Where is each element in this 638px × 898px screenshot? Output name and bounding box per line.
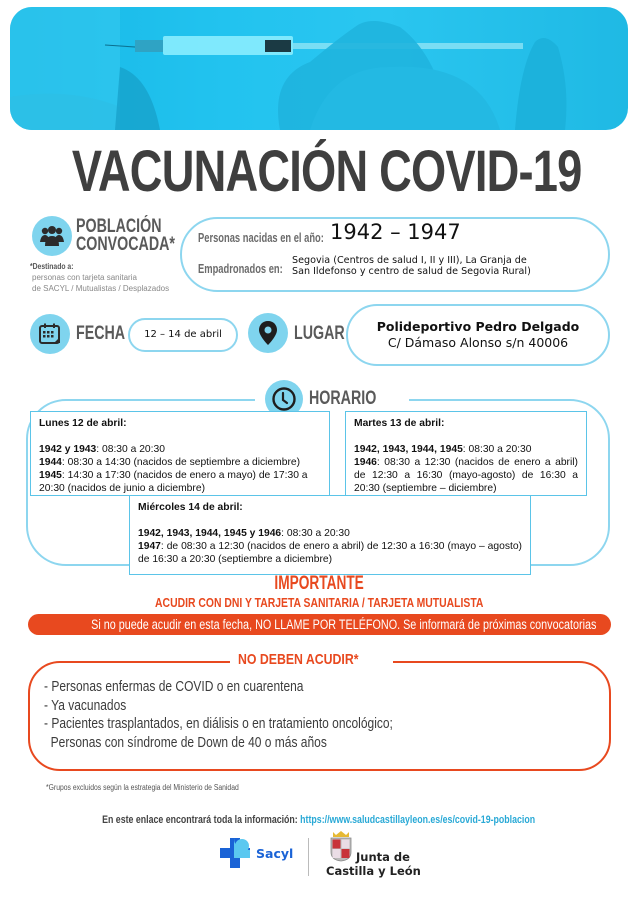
importante-subtitle: [0, 594, 638, 612]
schedule-years: 1944: [39, 457, 62, 468]
fecha-value: 12 – 14 de abril: [144, 329, 222, 340]
schedule-day-title: Martes 13 de abril:: [354, 418, 445, 429]
fecha-value-pill: [128, 318, 238, 352]
lugar-address: C/ Dámaso Alonso s/n 40006: [387, 335, 569, 350]
schedule-years: 1945: [39, 470, 62, 481]
info-link-line: [0, 810, 638, 828]
poblacion-heading-line2: CONVOCADA*: [76, 234, 175, 255]
no-deben-acudir-list: [44, 678, 480, 752]
syringe-injection-image: [10, 7, 628, 130]
schedule-years: 1942, 1943, 1944, 1945: [354, 444, 463, 455]
page-bottom-shade: [0, 868, 638, 898]
lugar-value-pill: [346, 304, 610, 366]
schedule-hours: : 08:30 a 20:30: [96, 444, 165, 455]
empadronados-label: Empadronados en:: [198, 261, 283, 276]
schedule-hours: : 14:30 a 17:30 (nacidos de enero a mayo) de 17:30 a 20:30 (nacidos de junio a diciembre): [39, 470, 308, 494]
empadronados-line1: Segovia (Centros de salud I, II y III), La Granja de: [292, 255, 527, 266]
schedule-years: 1942 y 1943: [39, 444, 97, 455]
importante-warning-text: Si no puede acudir en esta fecha, NO LLAME POR TELÉFONO. Se informará de próximas convocatorias: [91, 617, 597, 632]
page-title: [0, 138, 638, 205]
list-item: - Personas enfermas de COVID o en cuarentena: [44, 678, 304, 695]
destinado-note: [30, 261, 169, 294]
calendar-icon-circle: [30, 314, 70, 354]
no-deben-acudir-heading-text: NO DEBEN ACUDIR*: [238, 651, 359, 668]
schedule-day-title: Miércoles 14 de abril:: [138, 502, 243, 513]
schedule-years: 1946: [354, 457, 377, 468]
no-deben-acudir-heading: [230, 651, 393, 669]
nacidos-value: 1942 – 1947: [330, 220, 461, 244]
schedule-card-miercoles: [129, 495, 531, 575]
junta-coat-of-arms-icon: [328, 830, 354, 867]
info-link[interactable]: https://www.saludcastillayleon.es/es/covid-19-poblacion: [300, 814, 536, 826]
map-pin-icon-circle: [248, 313, 288, 353]
schedule-years: 1942, 1943, 1944, 1945 y 1946: [138, 528, 282, 539]
people-group-icon-circle: [32, 216, 72, 256]
destinado-line2: de SACYL / Mutualistas / Desplazados: [32, 284, 170, 293]
info-link-label: En este enlace encontrará toda la información:: [102, 814, 299, 826]
nacidos-label: Personas nacidas en el año:: [198, 230, 324, 245]
schedule-hours: : 08:30 a 14:30 (nacidos de septiembre a diciembre): [61, 457, 301, 468]
calendar-icon: [38, 322, 62, 346]
sacyl-logo-text: Sacyl: [256, 846, 294, 861]
junta-logo-line2: Castilla y León: [326, 864, 421, 878]
importante-title: [0, 573, 638, 595]
poblacion-heading-line1: POBLACIÓN: [76, 216, 162, 237]
importante-subtitle-text: ACUDIR CON DNI Y TARJETA SANITARIA / TARJETA MUTUALISTA: [154, 595, 484, 610]
importante-title-text: IMPORTANTE: [274, 573, 364, 594]
schedule-years: 1947: [138, 541, 161, 552]
list-item: - Ya vacunados: [44, 696, 127, 714]
fecha-heading-text: FECHA: [76, 323, 126, 344]
logo-divider: [308, 838, 309, 876]
importante-warning-banner: [28, 614, 611, 635]
lugar-name: Polideportivo Pedro Delgado: [376, 319, 580, 334]
footnote: [46, 777, 273, 795]
page-title-text: VACUNACIÓN COVID-19: [71, 139, 582, 204]
schedule-hours: : 08:30 a 20:30: [281, 528, 350, 539]
footnote-text: *Grupos excluidos según la estrategia del Ministerio de Sanidad: [46, 783, 239, 792]
lugar-heading-text: LUGAR: [294, 323, 345, 344]
horario-heading-text: HORARIO: [309, 388, 377, 409]
list-item: Personas con síndrome de Down de 40 o más años: [44, 733, 327, 751]
clock-icon: [271, 386, 297, 412]
destinado-line1: personas con tarjeta sanitaria: [32, 273, 137, 282]
schedule-hours: : 08:30 a 20:30: [462, 444, 532, 455]
sacyl-logo-icon: [220, 838, 250, 868]
schedule-hours: : 08:30 a 12:30 (nacidos de enero a abril) de 12:30 a 16:30 (mayo-agosto) de 16:30 a 20:30 (septiembre – diciembre): [354, 457, 578, 494]
schedule-card-lunes: [30, 411, 330, 496]
people-group-icon: [39, 225, 65, 247]
schedule-card-martes: [345, 411, 587, 496]
destinado-label: *Destinado a:: [30, 262, 74, 271]
map-pin-icon: [258, 320, 278, 346]
list-item: - Pacientes trasplantados, en diálisis o en tratamiento oncológico;: [44, 715, 393, 732]
schedule-day-title: Lunes 12 de abril:: [39, 418, 127, 429]
junta-logo-line1: Junta de: [356, 850, 410, 864]
empadronados-line2: San Ildefonso y centro de salud de Segovia Rural): [292, 266, 531, 277]
banner-image: [10, 7, 628, 130]
schedule-hours: : de 08:30 a 12:30 (nacidos de enero a abril) de 12:30 a 16:30 (mayo – agosto) de 16:30 a 20:30 (septiembre a diciembre): [138, 541, 522, 565]
empadronados-value: [292, 255, 531, 277]
